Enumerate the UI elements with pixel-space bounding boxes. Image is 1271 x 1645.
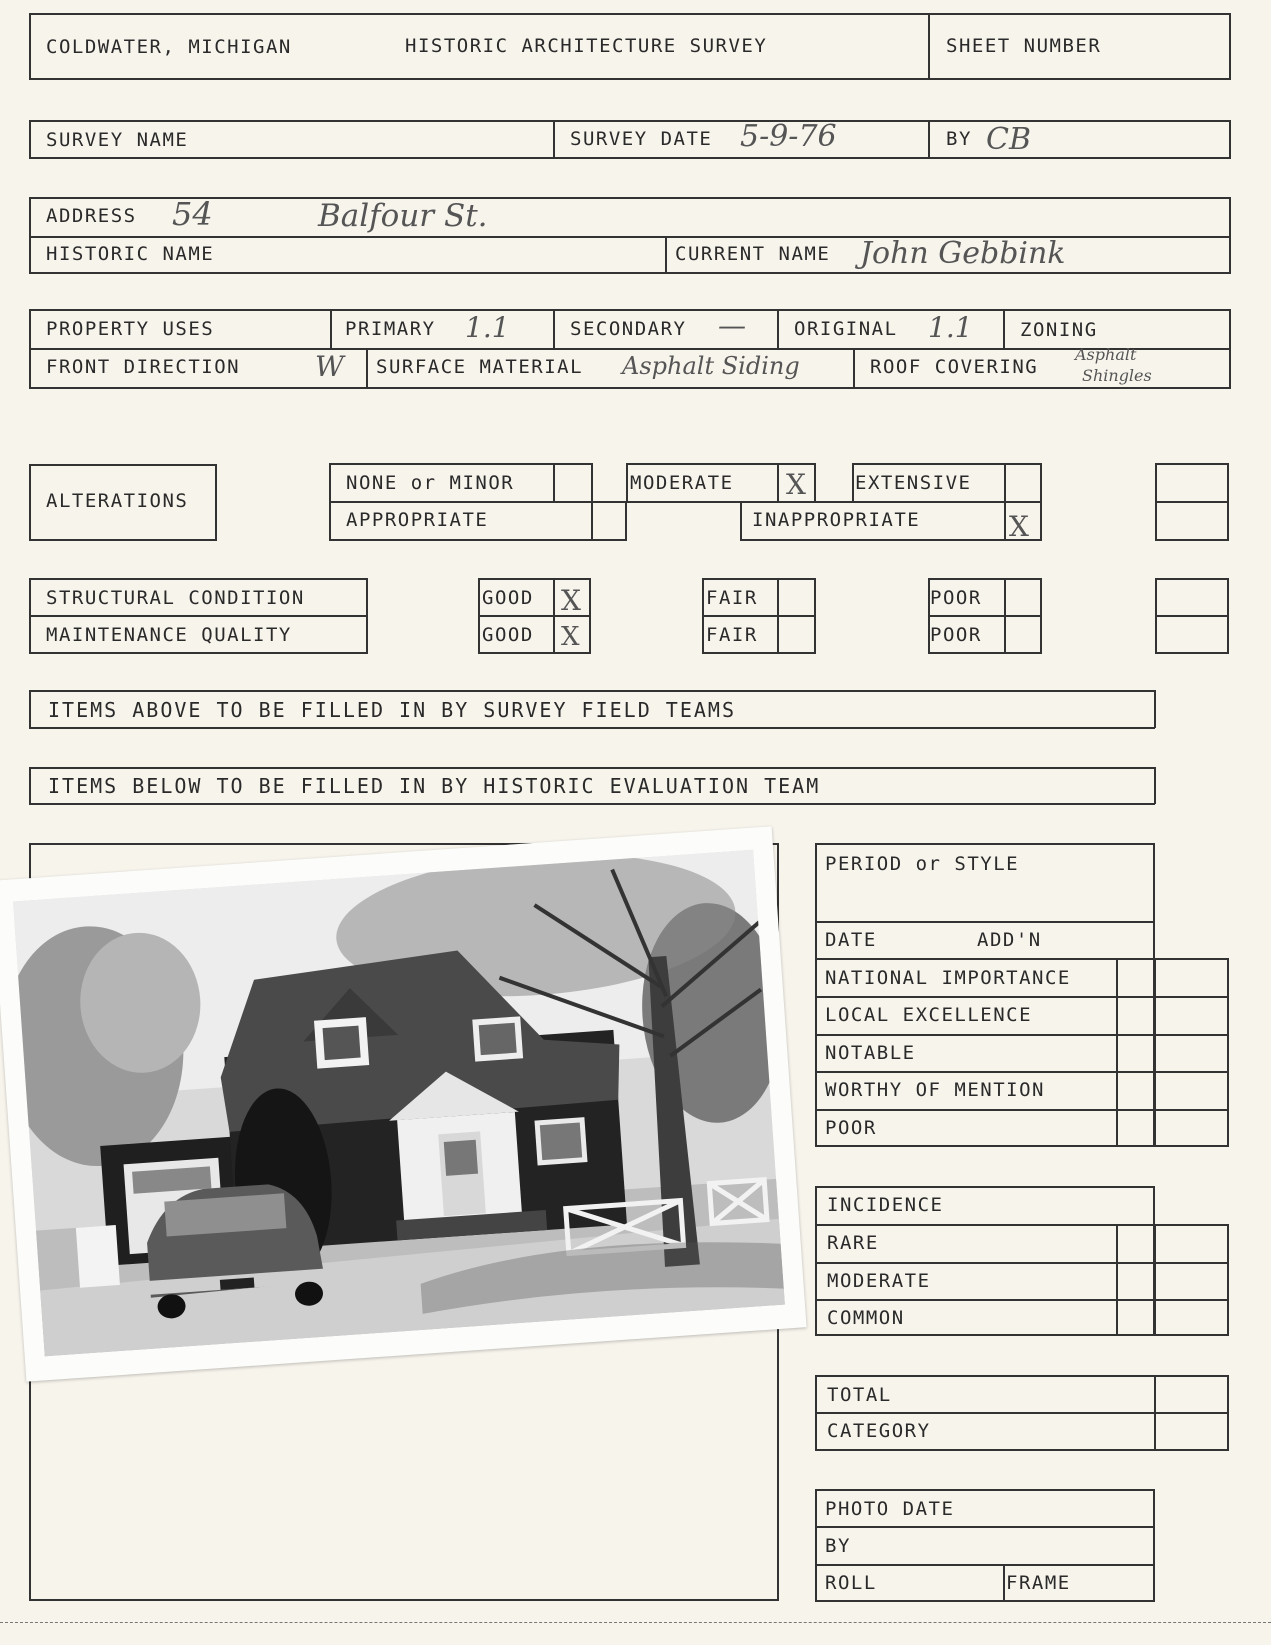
photo-by-line (815, 1564, 1155, 1566)
moderate-check-div (777, 463, 779, 503)
survey-right (1229, 120, 1231, 158)
uses-div-1 (330, 309, 332, 349)
notice-above-top (29, 690, 1155, 692)
survey-div-2 (928, 120, 930, 158)
local-excellence-label: LOCAL EXCELLENCE (825, 1004, 1033, 1026)
uses-div-2 (553, 309, 555, 349)
property-uses-label: PROPERTY USES (46, 318, 215, 340)
original-label: ORIGINAL (794, 318, 898, 340)
poor-mid (928, 615, 1042, 617)
condition-label-mid (29, 615, 368, 617)
photo-date-label: PHOTO DATE (825, 1498, 955, 1520)
notice-below-bottom (29, 803, 1155, 805)
maintenance-quality-label: MAINTENANCE QUALITY (46, 624, 292, 646)
secondary-label: SECONDARY (570, 318, 687, 340)
fair-check-div (777, 578, 779, 654)
front-direction-label: FRONT DIRECTION (46, 356, 241, 378)
survey-date-value: 5-9-76 (740, 119, 837, 154)
address-label: ADDRESS (46, 205, 137, 227)
survey-row-top (29, 120, 1231, 122)
structural-good-mark: X (561, 584, 581, 617)
alterations-score-mid (1155, 501, 1229, 503)
total-label: TOTAL (827, 1384, 892, 1406)
survey-div-1 (553, 120, 555, 158)
survey-row-bottom (29, 157, 1231, 159)
common-label: COMMON (827, 1307, 905, 1329)
inappropriate-check-div (1004, 501, 1006, 541)
incidence-label: INCIDENCE (827, 1194, 944, 1216)
total-line (815, 1412, 1229, 1414)
moderate-mark: X (786, 468, 806, 501)
inappropriate-mark: X (1009, 510, 1029, 543)
primary-label: PRIMARY (345, 318, 436, 340)
notice-above: ITEMS ABOVE TO BE FILLED IN BY SURVEY FIELD TEAMS (48, 698, 737, 722)
none-minor-label: NONE or MINOR (346, 472, 515, 494)
header-city: COLDWATER, MICHIGAN (46, 36, 292, 58)
period-line (815, 921, 1155, 923)
historic-name-label: HISTORIC NAME (46, 243, 215, 265)
extensive-label: EXTENSIVE (855, 472, 972, 494)
fair-label-2: FAIR (706, 624, 758, 646)
notice-below-left (29, 767, 31, 804)
sheet-number-label: SHEET NUMBER (946, 35, 1102, 57)
condition-score-mid (1155, 615, 1229, 617)
notice-below-top (29, 767, 1155, 769)
good-check-div (553, 578, 555, 654)
moderate-line (815, 1299, 1229, 1301)
roof-covering-value-2: Shingles (1082, 366, 1152, 385)
none-minor-check-div (553, 463, 555, 503)
date-label: DATE (825, 929, 877, 951)
incidence-moderate-label: MODERATE (827, 1270, 931, 1292)
national-importance-label: NATIONAL IMPORTANCE (825, 967, 1071, 989)
uses-mid-line (29, 348, 1231, 350)
rare-line (815, 1262, 1229, 1264)
notable-line (815, 1071, 1229, 1073)
fair-label-1: FAIR (706, 587, 758, 609)
period-style-box (815, 843, 1155, 1147)
structural-condition-label: STRUCTURAL CONDITION (46, 587, 305, 609)
alterations-label: ALTERATIONS (46, 490, 189, 512)
appropriate-check-div (591, 501, 593, 541)
incidence-score-div (1154, 1224, 1156, 1336)
extensive-check-div (1004, 463, 1006, 503)
header-title: HISTORIC ARCHITECTURE SURVEY (405, 35, 768, 57)
total-score-div (1154, 1375, 1156, 1451)
appropriate-label: APPROPRIATE (346, 509, 489, 531)
survey-name-label: SURVEY NAME (46, 129, 189, 151)
current-name-value: John Gebbink (860, 236, 1066, 271)
notice-below: ITEMS BELOW TO BE FILLED IN BY HISTORIC EVALUATION TEAM (48, 774, 821, 798)
address-number: 54 (172, 195, 213, 233)
scan-rule (0, 1622, 1271, 1623)
notable-label: NOTABLE (825, 1042, 916, 1064)
survey-date-label: SURVEY DATE (570, 128, 713, 150)
local-line (815, 1034, 1229, 1036)
house-photo-image (13, 850, 785, 1357)
uses-div-6 (853, 348, 855, 389)
inappropriate-label: INAPPROPRIATE (752, 509, 921, 531)
worthy-line (815, 1109, 1229, 1111)
notice-below-right (1154, 767, 1156, 804)
worthy-label: WORTHY OF MENTION (825, 1079, 1045, 1101)
rare-label: RARE (827, 1232, 879, 1254)
eval-poor-label: POOR (825, 1117, 877, 1139)
roof-covering-value-1: Asphalt (1075, 345, 1137, 364)
house-photograph (0, 826, 807, 1381)
name-divider (665, 236, 667, 274)
uses-div-5 (366, 348, 368, 389)
photo-by-label: BY (825, 1535, 851, 1557)
period-style-label: PERIOD or STYLE (825, 853, 1020, 875)
importance-score-div (1154, 958, 1156, 1147)
address-street: Balfour St. (318, 198, 488, 234)
survey-left (29, 120, 31, 158)
notice-above-left (29, 690, 31, 728)
notice-above-bottom (29, 727, 1155, 729)
zoning-label: ZONING (1020, 319, 1098, 341)
current-name-label: CURRENT NAME (675, 243, 831, 265)
primary-value: 1.1 (465, 311, 510, 344)
incidence-score-box (1116, 1224, 1229, 1336)
importance-score-box (1116, 958, 1229, 1147)
moderate-label: MODERATE (630, 472, 734, 494)
national-line (815, 996, 1229, 998)
surface-material-value: Asphalt Siding (622, 352, 800, 380)
fair-mid (702, 615, 816, 617)
header-divider (928, 13, 930, 80)
addn-label: ADD'N (977, 929, 1042, 951)
poor-label-2: POOR (930, 624, 982, 646)
roll-label: ROLL (825, 1572, 877, 1594)
secondary-value: — (718, 309, 746, 342)
by-label: BY (946, 128, 972, 150)
front-direction-value: W (315, 350, 344, 383)
frame-label: FRAME (1006, 1572, 1071, 1594)
good-label-2: GOOD (482, 624, 534, 646)
photo-date-line (815, 1526, 1155, 1528)
good-label-1: GOOD (482, 587, 534, 609)
category-label: CATEGORY (827, 1420, 931, 1442)
roll-frame-div (1003, 1564, 1005, 1602)
notice-above-right (1154, 690, 1156, 728)
maintenance-good-mark: X (561, 622, 580, 652)
original-value: 1.1 (928, 311, 973, 344)
poor-check-div (1004, 578, 1006, 654)
surface-material-label: SURFACE MATERIAL (376, 356, 584, 378)
roof-covering-label: ROOF COVERING (870, 356, 1039, 378)
uses-div-3 (777, 309, 779, 349)
uses-div-4 (1003, 309, 1005, 349)
by-value: CB (986, 122, 1031, 157)
poor-label-1: POOR (930, 587, 982, 609)
